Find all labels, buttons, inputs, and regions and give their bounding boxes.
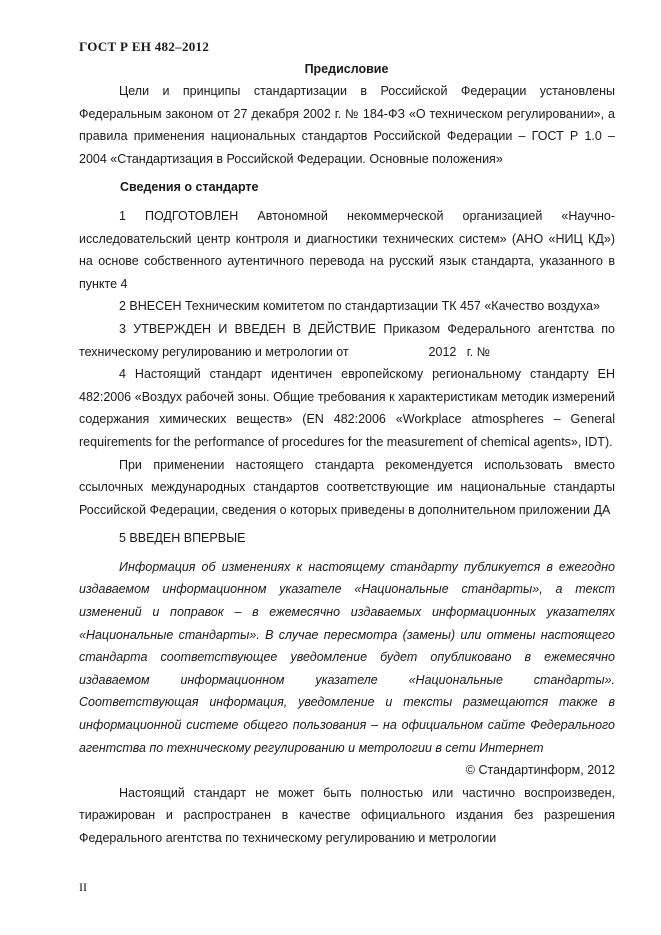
item-3-paragraph: 3 УТВЕРЖДЕН И ВВЕДЕН В ДЕЙСТВИЕ Приказом Федерального агентства по техническому регулированию и метрологии от 2012 г. №: [79, 321, 619, 359]
item-5-paragraph: 5 ВВЕДЕН ВПЕРВЫЕ: [119, 531, 246, 546]
document-body: [79, 80, 619, 850]
page-title: [0, 62, 661, 76]
standard-code-header: ГОСТ Р ЕН 482–2012: [79, 39, 210, 54]
intro-paragraph: Цели и принципы стандартизации в Российской Федерации установлены Федеральным законом от 27 декабря 2002 г. № 184-ФЗ «О техническом регулировании», а правила применения национальных стандартов Российской Федерации – ГОСТ Р 1.0 – 2004 «Стандартизация в Российской Федерации. Основные положения»: [79, 84, 615, 166]
rights-paragraph: Настоящий стандарт не может быть полностью или частично воспроизведен, тиражирован и распространен в качестве официального издания без разрешения Федерального агентства по техническому регулированию и метрологии: [79, 785, 615, 845]
item-1-paragraph: 1 ПОДГОТОВЛЕН Автономной некоммерческой организацией «Научно-исследовательский центр контроля и диагностики технических систем» (АНО «НИЦ КД») на основе собственного аутентичного перевода на русский язык стандарта, указанного в пункте 4: [79, 208, 615, 291]
page-number: II: [79, 880, 87, 894]
note-paragraph: При применении настоящего стандарта рекомендуется использовать вместо ссылочных международных стандартов соответствующие им национальные стандарты Российской Федерации, сведения о которых приведены в дополнительном приложении ДА: [79, 457, 615, 517]
item-2-paragraph: 2 ВНЕСЕН Техническим комитетом по стандартизации ТК 457 «Качество воздуха»: [119, 299, 600, 314]
copyright-line: © Стандартинформ, 2012: [465, 763, 615, 778]
page-title-text: Предисловие: [304, 62, 389, 76]
item-4-paragraph: 4 Настоящий стандарт идентичен европейскому региональному стандарту ЕН 482:2006 «Воздух рабочей зоны. Общие требования к характеристикам методик измерений содержания химических веществ» (EN 482:2006 «Workplace atmospheres – General requirements for the performance of procedures for the measurement of chemical agents», IDT).: [79, 367, 615, 449]
section-title: Сведения о стандарте: [120, 180, 259, 195]
changes-info-paragraph: Информация об изменениях к настоящему стандарту публикуется в ежегодно издаваемом информационном указателе «Национальные стандарты», а текст изменений и поправок – в ежемесячно издаваемых информационных указателях «Национальные стандарты». В случае пересмотра (замены) или отмены настоящего стандарта соответствующее уведомление будет опубликовано в ежемесячно издаваемом информационном указателе «Национальные стандарты». Соответствующая информация, уведомление и тексты размещаются также в информационной системе общего пользования – на официальном сайте Федерального агентства по техническому регулированию и метрологии в сети Интернет: [79, 559, 615, 755]
